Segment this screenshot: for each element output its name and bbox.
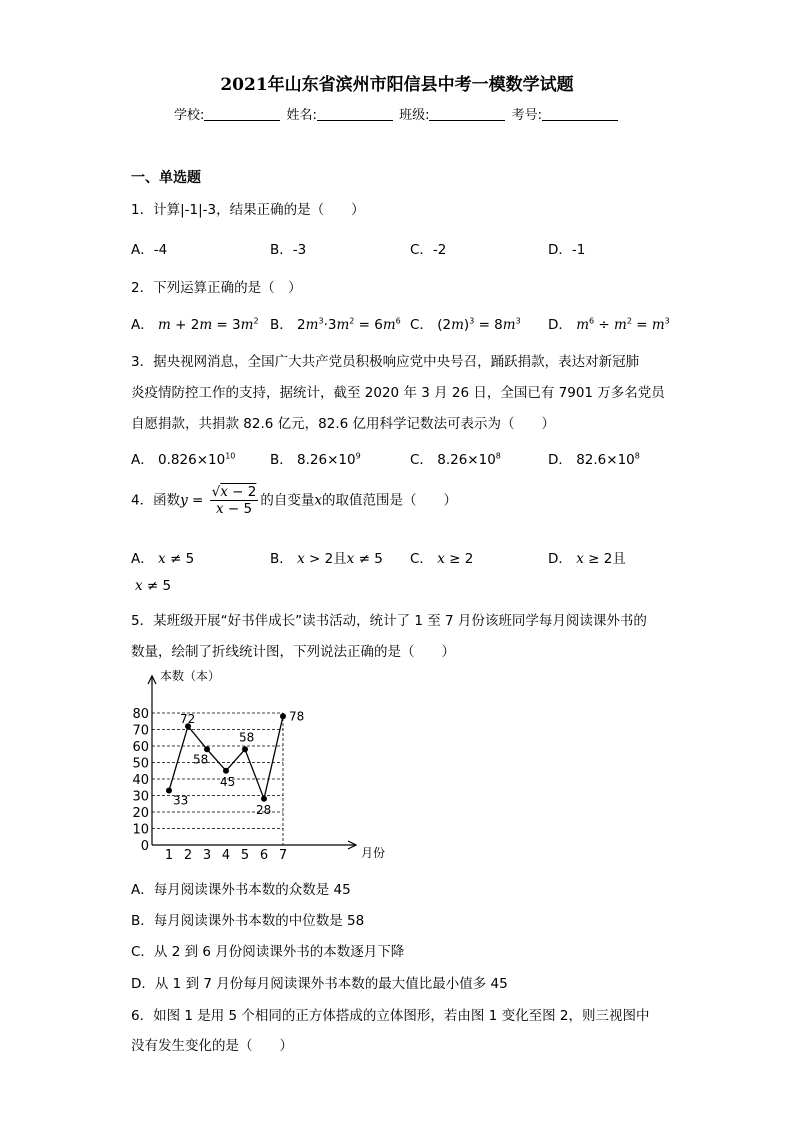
y-tick-label: 40 [132, 773, 149, 788]
q6-line-2: 没有发生变化的是（ ） [131, 1038, 293, 1054]
class-label: 班级: [399, 108, 430, 123]
q4-fraction: $\frac{√x - 2}{x - 5}$ [211, 484, 257, 517]
q5-option-a: A．每月阅读课外书本数的众数是 45 [131, 882, 351, 898]
name-blank[interactable] [317, 108, 393, 121]
q4-option-b: B． x > 2且x ≠ 5 [270, 551, 383, 567]
q3-option-a: A． $0.826\times 10^{10}$ [131, 451, 236, 468]
student-info-line [0, 104, 794, 123]
x-tick-label: 3 [202, 848, 212, 863]
x-axis-label: 月份 [361, 846, 386, 860]
q5-option-c: C．从 2 到 6 月份阅读课外书的本数逐月下降 [131, 944, 405, 960]
data-label: 45 [220, 774, 236, 789]
q3-line-2: 炎疫情防控工作的支持，据统计，截至 2020 年 3 月 26 日，全国已有 7901 万多名党员 [131, 385, 665, 401]
q4-stem: 4．函数y = $\frac{√x - 2}{x - 5}$ 的自变量x的取值范围是（ ） [131, 484, 457, 517]
y-axis-label: 本数（本） [160, 669, 221, 683]
exam-no-blank[interactable] [542, 108, 618, 121]
school-blank[interactable] [204, 108, 280, 121]
page-title: 2021年山东省滨州市阳信县中考一模数学试题 [220, 75, 574, 95]
y-tick-label: 10 [132, 822, 149, 838]
q2-stem: 2．下列运算正确的是（ ） [131, 280, 302, 296]
section-heading: 一、单选题 [131, 170, 201, 186]
y-tick-label: 0 [140, 839, 149, 854]
y-tick-label: 30 [132, 789, 149, 805]
q4-option-c: C． x ≥ 2 [410, 551, 474, 567]
q3-option-b: B． $8.26\times 10^9$ [270, 451, 361, 468]
data-label: 72 [180, 712, 196, 727]
data-label: 28 [256, 802, 272, 817]
data-label: 78 [289, 709, 305, 724]
data-point [223, 768, 229, 774]
q1-stem: 1．计算|-1|-3，结果正确的是（ ） [131, 202, 365, 218]
q5-line-1: 5．某班级开展“好书伴成长”读书活动，统计了 1 至 7 月份该班同学每月阅读课外书的 [131, 613, 647, 629]
q2-option-c: C． $(2m)^3 = 8m^3$ [410, 316, 521, 333]
y-tick-label: 50 [132, 756, 149, 772]
data-point [242, 746, 248, 752]
q3-option-c: C． $8.26\times 10^8$ [410, 451, 501, 468]
q2-option-a: A． $m + 2m = 3m^2$ [131, 316, 259, 333]
exam-no-label: 考号: [511, 108, 542, 123]
name-label: 姓名: [286, 108, 317, 123]
q3-option-d: D． $82.6\times 10^8$ [548, 451, 640, 468]
q5-line-2: 数量，绘制了折线统计图，下列说法正确的是（ ） [131, 644, 455, 660]
data-label: 58 [193, 752, 209, 767]
q4-option-a: A． x ≠ 5 [131, 551, 195, 567]
class-blank[interactable] [429, 108, 505, 121]
y-tick-label: 20 [132, 806, 149, 821]
y-tick-label: 70 [132, 723, 149, 739]
school-label: 学校: [174, 108, 205, 123]
x-tick-label: 1 [164, 848, 174, 863]
q4-option-d-continued: x ≠ 5 [135, 578, 172, 594]
x-tick-label: 4 [221, 848, 231, 863]
q5-option-d: D．从 1 到 7 月份每月阅读课外书本数的最大值比最小值多 45 [131, 976, 508, 992]
data-point [280, 713, 286, 719]
x-tick-label: 2 [183, 848, 193, 863]
x-tick-label: 6 [259, 848, 269, 863]
data-point [166, 788, 172, 794]
q2-option-d: D． $m^6 \div m^2 = m^3$ [548, 316, 670, 333]
data-point [261, 796, 267, 802]
q6-line-1: 6．如图 1 是用 5 个相同的正方体搭成的立体图形，若由图 1 变化至图 2，则三视图中 [131, 1008, 650, 1024]
q3-line-1: 3．据央视网消息，全国广大共产党员积极响应党中央号召，踊跃捐款，表达对新冠肺 [131, 354, 640, 370]
q1-option-b: B．-3 [270, 242, 307, 258]
q4-option-d: D． x ≥ 2且 [548, 551, 626, 567]
data-label: 58 [239, 730, 255, 745]
q1-option-c: C．-2 [410, 242, 447, 258]
y-tick-label: 60 [132, 740, 149, 755]
x-tick-label: 5 [240, 848, 250, 863]
q1-option-d: D．-1 [548, 242, 586, 258]
y-tick-label: 80 [132, 707, 149, 722]
q2-option-b: B． $2m^3\cdot 3m^2 = 6m^6$ [270, 316, 401, 333]
x-tick-label: 7 [278, 848, 288, 863]
data-label: 33 [173, 793, 189, 808]
q3-line-3: 自愿捐款，共捐款 82.6 亿元，82.6 亿用科学记数法可表示为（ ） [131, 416, 555, 432]
q5-option-b: B．每月阅读课外书本数的中位数是 58 [131, 913, 365, 929]
q1-option-a: A．-4 [131, 242, 168, 258]
line-chart [128, 664, 408, 864]
